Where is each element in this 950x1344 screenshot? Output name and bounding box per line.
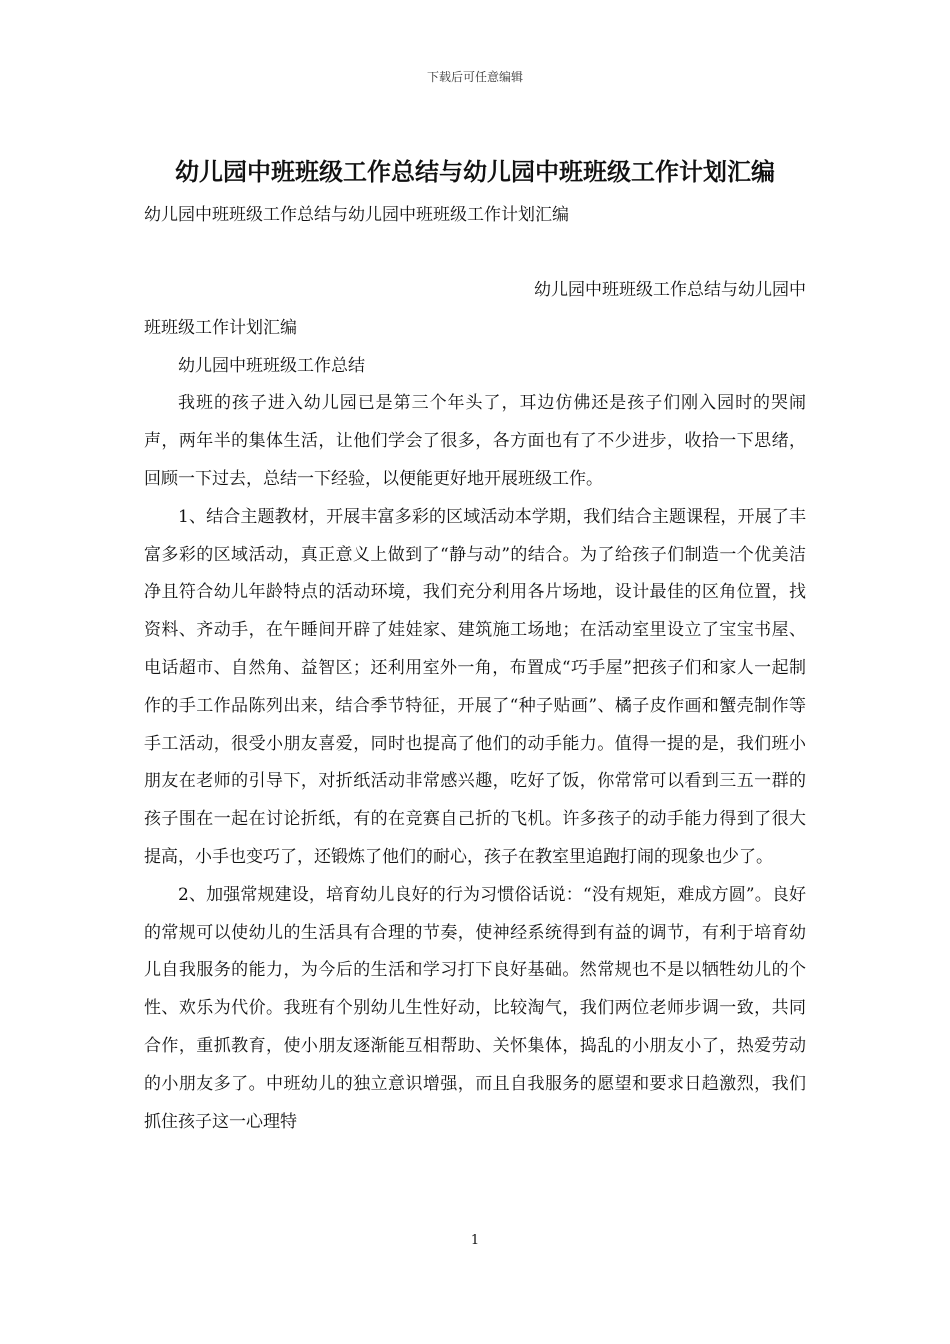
- paragraph-3: 2、加强常规建设，培育幼儿良好的行为习惯俗话说：“没有规矩，难成方圆”。良好的常规可以使幼儿的生活具有合理的节奏，使神经系统得到有益的调节，有利于培育幼儿自我服务的能力，为今后的生活和学习打下良好基础。然常规也不是以牺牲幼儿的个性、欢乐为代价。我班有个别幼儿生性好动，比较淘气，我们两位老师步调一致，共同合作，重抓教育，使小朋友逐渐能互相帮助、关怀集体，捣乱的小朋友小了，热爱劳动的小朋友多了。中班幼儿的独立意识增强，而且自我服务的愿望和要求日趋激烈，我们抓住孩子这一心理特: [144, 884, 806, 1132]
- document-title: 幼儿园中班班级工作总结与幼儿园中班班级工作计划汇编: [175, 157, 775, 186]
- heading-line-1: 幼儿园中班班级工作总结与幼儿园中: [534, 280, 806, 300]
- page-header: 下载后可任意编辑: [426, 70, 523, 84]
- paragraph-1: 我班的孩子进入幼儿园已是第三个年头了，耳边仿佛还是孩子们刚入园时的哭闹声，两年半的集体生活，让他们学会了很多，各方面也有了不少进步，收拾一下思绪，回顾一下过去，总结一下经验，以便能更好地开展班级工作。: [144, 393, 806, 489]
- heading-line-2: 班班级工作计划汇编: [144, 317, 297, 338]
- section-title: 幼儿园中班班级工作总结: [178, 355, 365, 376]
- page-number: 1: [470, 1233, 480, 1248]
- paragraph-2: 1、结合主题教材，开展丰富多彩的区域活动本学期，我们结合主题课程，开展了丰富多彩的区域活动，真正意义上做到了“静与动”的结合。为了给孩子们制造一个优美洁净且符合幼儿年龄特点的活动环境，我们充分利用各片场地，设计最佳的区角位置，找资料、齐动手，在午睡间开辟了娃娃家、建筑施工场地；在活动室里设立了宝宝书屋、电话超市、自然角、益智区；还利用室外一角，布置成“巧手屋”把孩子们和家人一起制作的手工作品陈列出来，结合季节特征，开展了“种子贴画”、橘子皮作画和蟹壳制作等手工活动，很受小朋友喜爱，同时也提高了他们的动手能力。值得一提的是，我们班小朋友在老师的引导下，对折纸活动非常感兴趣，吃好了饭，你常常可以看到三五一群的孩子围在一起在讨论折纸，有的在竞赛自己折的飞机。许多孩子的动手能力得到了很大提高，小手也变巧了，还锻炼了他们的耐心，孩子在教室里追跑打闹的现象也少了。: [144, 506, 806, 867]
- document-subtitle: 幼儿园中班班级工作总结与幼儿园中班班级工作计划汇编: [144, 205, 569, 225]
- document-body: [144, 272, 806, 1141]
